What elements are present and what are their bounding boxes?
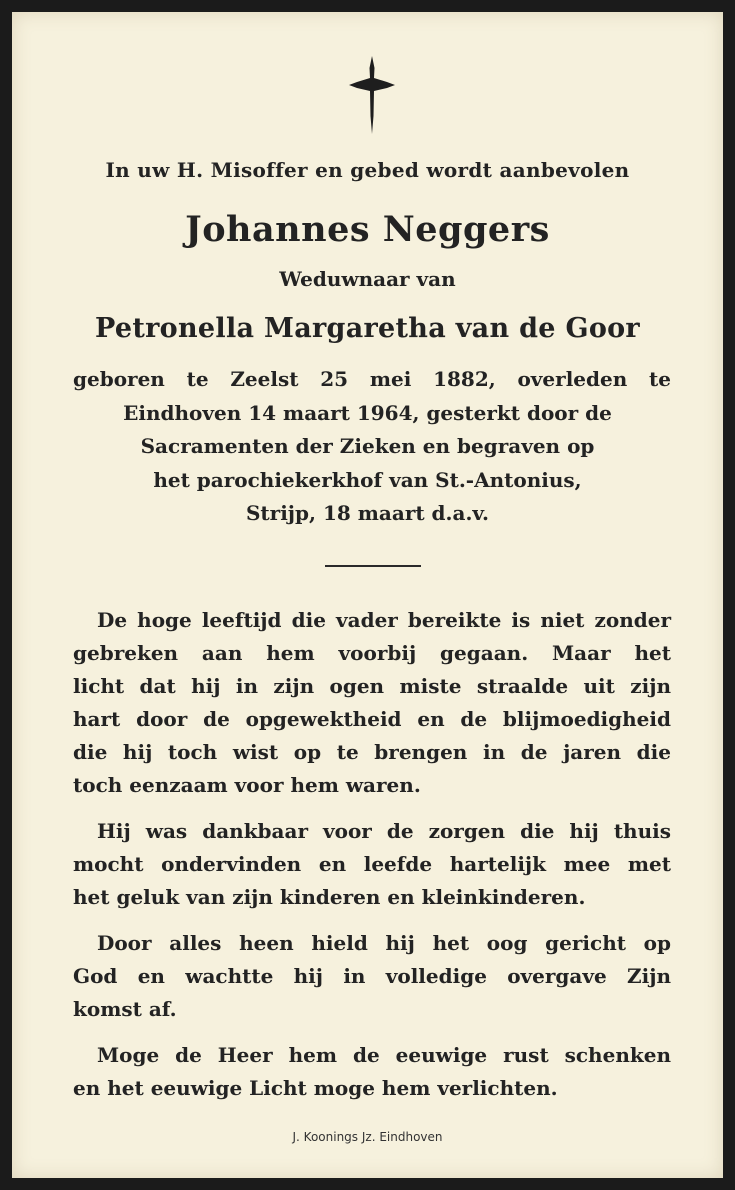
paragraph-line: het geluk van zijn kinderen en kleinkinderen. — [73, 885, 586, 909]
paragraph-line: Door alles heen hield hij het oog gericht op — [97, 931, 671, 955]
divider — [325, 565, 421, 567]
paragraph-line: gebreken aan hem voorbij gegaan. Maar het — [73, 641, 671, 665]
paragraph-line: licht dat hij in zijn ogen miste straalde uit zijn — [73, 674, 671, 698]
paragraph-reflection — [73, 604, 671, 802]
paragraph-line: Moge de Heer hem de eeuwige rust schenken — [97, 1043, 671, 1067]
bio-line: Strijp, 18 maart d.a.v. — [245, 501, 490, 525]
deceased-name: Johannes Neggers — [185, 209, 550, 250]
paragraph-prayer — [73, 1039, 671, 1105]
paragraph-line: God en wachtte hij in volledige overgave Zijn — [73, 964, 671, 988]
bio-line: Sacramenten der Zieken en begraven op — [140, 434, 595, 458]
paragraph-line: mocht ondervinden en leefde hartelijk mee met — [73, 852, 671, 876]
intro-text: In uw H. Misoffer en gebed wordt aanbevolen — [105, 158, 630, 182]
paragraph-line: De hoge leeftijd die vader bereikte is niet zonder — [97, 608, 671, 632]
memorial-card — [12, 12, 723, 1178]
paragraph-line: toch eenzaam voor hem waren. — [73, 773, 421, 797]
paragraph-faith — [73, 927, 671, 1026]
paragraph-line: hart door de opgewektheid en de blijmoedigheid — [73, 707, 671, 731]
bio-line: Eindhoven 14 maart 1964, gesterkt door de — [123, 401, 612, 425]
paragraph-line: Hij was dankbaar voor de zorgen die hij thuis — [97, 819, 671, 843]
bio-line: het parochiekerkhof van St.-Antonius, — [153, 468, 582, 492]
paragraph-line: komst af. — [73, 997, 177, 1021]
paragraph-gratitude — [73, 815, 671, 914]
cross-icon — [349, 56, 395, 134]
printer-imprint: J. Koonings Jz. Eindhoven — [292, 1130, 443, 1144]
bio-line: geboren te Zeelst 25 mei 1882, overleden te — [73, 367, 671, 391]
paragraph-line: die hij toch wist op te brengen in de jaren die — [73, 740, 671, 764]
spouse-name: Petronella Margaretha van de Goor — [95, 313, 640, 344]
paragraph-line: en het eeuwige Licht moge hem verlichten. — [73, 1076, 558, 1100]
widower-label: Weduwnaar van — [279, 267, 456, 291]
